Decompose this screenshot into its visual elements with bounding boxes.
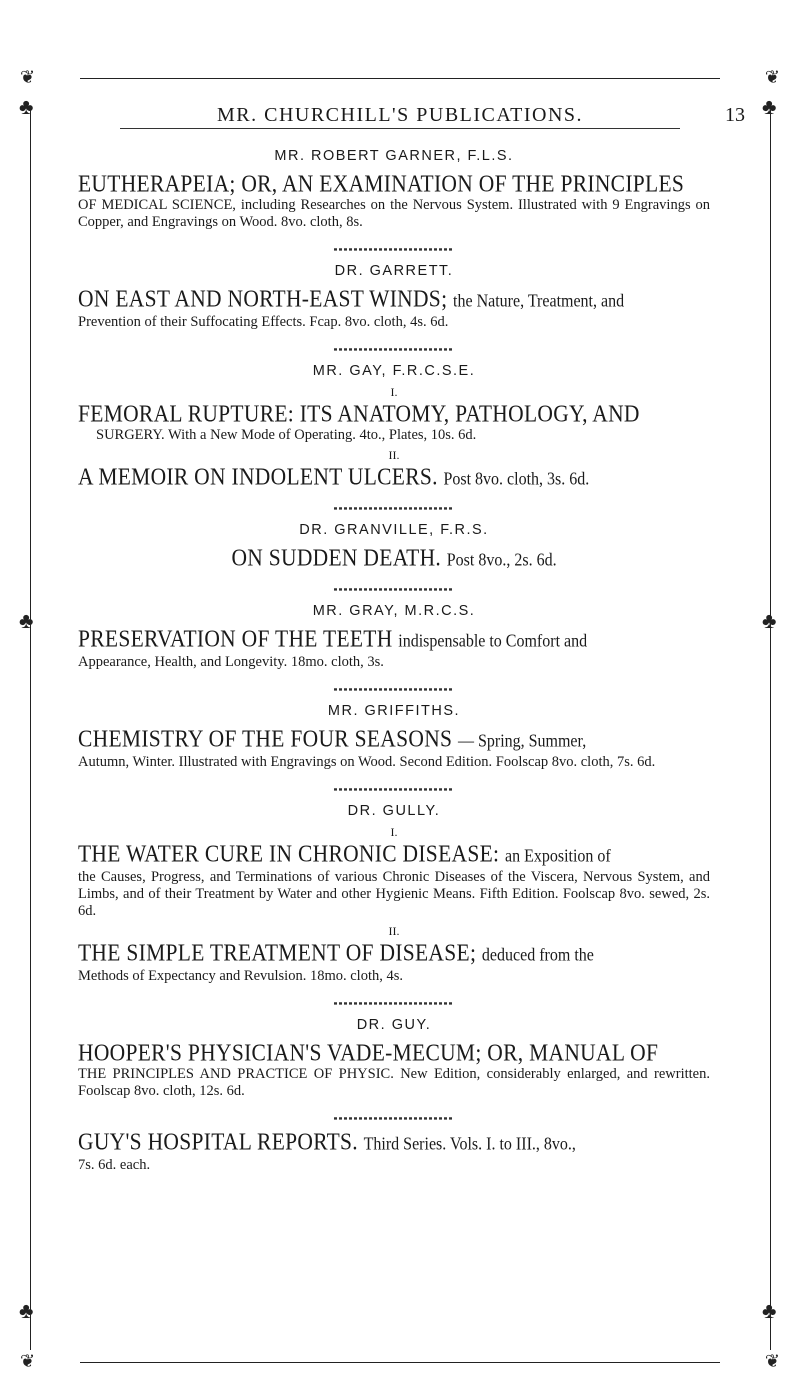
left-border	[30, 110, 31, 1350]
bottom-border	[20, 1351, 780, 1371]
volume-numeral: II.	[388, 924, 400, 938]
book-title: THE SIMPLE TREATMENT OF DISEASE; deduced from the	[78, 939, 594, 966]
page-number: 13	[725, 104, 745, 126]
book-entry	[78, 170, 710, 231]
volume-numeral: I.	[390, 385, 398, 399]
book-title: PRESERVATION OF THE TEETH indispensable to Comfort and	[78, 625, 588, 652]
volume-numeral: I.	[390, 825, 398, 839]
book-entry	[78, 285, 710, 331]
book-description: THE PRINCIPLES AND PRACTICE OF PHYSIC. New Edition, considerably enlarged, and rewritten. Foolscap 8vo. cloth, 12s. 6d.	[78, 1066, 710, 1099]
book-entry	[78, 400, 710, 444]
book-description: 7s. 6d. each.	[78, 1157, 151, 1173]
catalogue	[78, 138, 710, 1178]
book-description: Prevention of their Suffocating Effects. Fcap. 8vo. cloth, 4s. 6d.	[78, 314, 449, 330]
book-title: FEMORAL RUPTURE: ITS ANATOMY, PATHOLOGY, AND	[78, 400, 640, 427]
wavy-rule	[334, 504, 454, 512]
book-entry	[78, 1039, 710, 1100]
top-border	[20, 67, 780, 87]
book-title: A MEMOIR ON INDOLENT ULCERS. Post 8vo. cloth, 3s. 6d.	[78, 463, 590, 490]
book-description: Appearance, Health, and Longevity. 18mo. cloth, 3s.	[78, 654, 384, 670]
acorn-ornament-icon: ♣	[762, 94, 777, 119]
author-heading: DR. GUY.	[356, 1017, 432, 1033]
wavy-rule	[334, 685, 454, 693]
book-entry	[78, 1128, 710, 1174]
flourish-ornament-icon: ❦	[764, 1351, 780, 1371]
author-heading: DR. GARRETT.	[334, 263, 454, 279]
acorn-ornament-icon: ♣	[19, 608, 34, 633]
book-title: ON SUDDEN DEATH. Post 8vo., 2s. 6d.	[231, 544, 557, 571]
book-description: SURGERY. With a New Mode of Operating. 4to., Plates, 10s. 6d.	[96, 427, 477, 443]
wavy-rule	[334, 1114, 454, 1122]
book-description: Autumn, Winter. Illustrated with Engravings on Wood. Second Edition. Foolscap 8vo. cloth, 7s. 6d.	[78, 754, 656, 770]
book-description: the Causes, Progress, and Terminations of various Chronic Diseases of the Viscera, Nervous System, and Limbs, and of their Treatment by Water and other Hygienic Means. Fifth Edition. Foolscap 8vo. sewed, 2s. 6d.	[78, 869, 710, 919]
wavy-rule	[334, 345, 454, 353]
acorn-ornament-icon: ♣	[762, 1298, 777, 1323]
right-border	[770, 110, 771, 1350]
acorn-ornament-icon: ♣	[19, 94, 34, 119]
book-entry	[78, 463, 710, 490]
book-title: CHEMISTRY OF THE FOUR SEASONS — Spring, Summer,	[78, 725, 587, 752]
acorn-ornament-icon: ♣	[762, 608, 777, 633]
running-head: MR. CHURCHILL'S PUBLICATIONS.	[216, 104, 584, 126]
book-title: GUY'S HOSPITAL REPORTS. Third Series. Vols. I. to III., 8vo.,	[78, 1128, 576, 1155]
author-heading: MR. ROBERT GARNER, F.L.S.	[274, 148, 514, 164]
flourish-ornament-icon: ❦	[20, 67, 36, 87]
book-entry	[78, 544, 710, 571]
book-title: EUTHERAPEIA; OR, AN EXAMINATION OF THE PRINCIPLES	[78, 170, 685, 197]
book-entry	[78, 625, 710, 671]
book-entry	[78, 939, 710, 985]
book-description: Methods of Expectancy and Revulsion. 18mo. cloth, 4s.	[78, 968, 403, 984]
book-description: OF MEDICAL SCIENCE, including Researches on the Nervous System. Illustrated with 9 Engravings on Copper, and Engravings on Wood. 8vo. cloth, 8s.	[78, 197, 710, 230]
header-rule	[120, 128, 680, 129]
author-heading: DR. GRANVILLE, F.R.S.	[299, 522, 489, 538]
wavy-rule	[334, 245, 454, 253]
volume-numeral: II.	[388, 448, 400, 462]
book-entry	[78, 840, 710, 920]
flourish-ornament-icon: ❦	[20, 1351, 36, 1371]
wavy-rule	[334, 585, 454, 593]
wavy-rule	[334, 785, 454, 793]
author-heading: DR. GULLY.	[347, 803, 441, 819]
acorn-ornament-icon: ♣	[19, 1298, 34, 1323]
book-entry	[78, 725, 710, 771]
flourish-ornament-icon: ❦	[764, 67, 780, 87]
book-title: HOOPER'S PHYSICIAN'S VADE-MECUM; OR, MANUAL OF	[78, 1039, 659, 1066]
border-rule	[80, 78, 720, 79]
book-title: ON EAST AND NORTH-EAST WINDS; the Nature, Treatment, and	[78, 285, 625, 312]
wavy-rule	[334, 999, 454, 1007]
author-heading: MR. GAY, F.R.C.S.E.	[312, 363, 476, 379]
author-heading: MR. GRAY, M.R.C.S.	[312, 603, 476, 619]
book-title: THE WATER CURE IN CHRONIC DISEASE: an Exposition of	[78, 840, 611, 867]
border-rule	[80, 1362, 720, 1363]
author-heading: MR. GRIFFITHS.	[327, 703, 461, 719]
